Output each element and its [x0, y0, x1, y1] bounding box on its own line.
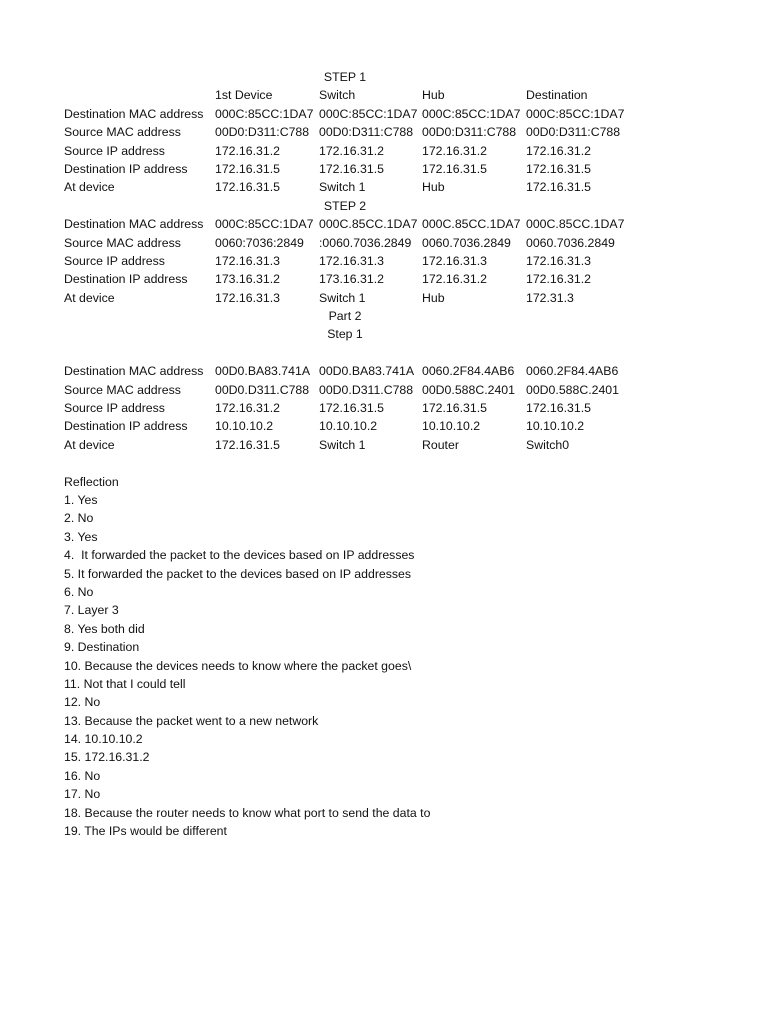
reflection-answer: 9. Destination: [64, 640, 140, 655]
table-row: [64, 178, 704, 196]
table-cell: 172.16.31.2: [526, 272, 591, 287]
table-cell: 00D0:D311:C788: [319, 125, 414, 140]
table-cell: 000C:85CC:1DA7: [215, 106, 314, 121]
table-cell: Switch0: [526, 437, 570, 452]
table-row: [64, 215, 704, 233]
row-label: Source IP address: [64, 401, 165, 416]
step1-table: [64, 105, 704, 197]
table-cell: 000C.85CC.1DA7: [422, 217, 521, 232]
table-row: [64, 105, 704, 123]
table-cell: 000C:85CC:1DA7: [319, 106, 418, 121]
reflection-section: [64, 473, 704, 841]
row-label: At device: [64, 437, 115, 452]
table-row: [64, 252, 704, 270]
row-label: Source MAC address: [64, 382, 181, 397]
header-hub: Hub: [422, 88, 445, 103]
step1-title-row: [64, 68, 704, 86]
table-cell: Switch 1: [319, 437, 366, 452]
table-cell: 10.10.10.2: [319, 419, 378, 434]
header-1st-device: 1st Device: [215, 88, 273, 103]
table-cell: 172.16.31.5: [319, 401, 384, 416]
table-cell: 00D0:D311:C788: [422, 125, 517, 140]
table-cell: 00D0.588C.2401: [422, 382, 515, 397]
table-cell: 000C:85CC:1DA7: [422, 106, 521, 121]
row-label: Source MAC address: [64, 125, 181, 140]
table-row: [64, 160, 704, 178]
reflection-answer: 6. No: [64, 584, 94, 599]
table-cell: 0060.2F84.4AB6: [526, 364, 619, 379]
reflection-answer: 4. It forwarded the packet to the devices based on IP addresses: [64, 548, 415, 563]
row-label: Source MAC address: [64, 235, 181, 250]
row-label: Destination IP address: [64, 161, 188, 176]
reflection-answer: 19. The IPs would be different: [64, 824, 227, 839]
row-label: Destination MAC address: [64, 217, 204, 232]
table-cell: 10.10.10.2: [215, 419, 274, 434]
reflection-title: Reflection: [64, 474, 119, 489]
reflection-answer: 11. Not that I could tell: [64, 676, 186, 691]
table-cell: 00D0:D311:C788: [215, 125, 310, 140]
reflection-answer: 8. Yes both did: [64, 621, 145, 636]
table-cell: Hub: [422, 290, 445, 305]
table-cell: 172.16.31.5: [422, 401, 487, 416]
table-cell: 172.16.31.5: [526, 401, 591, 416]
spacer: [64, 344, 704, 362]
table-cell: 0060.7036.2849: [526, 235, 615, 250]
table-cell: 172.16.31.5: [526, 180, 591, 195]
table-cell: 172.16.31.3: [319, 253, 384, 268]
table-cell: 172.16.31.3: [526, 253, 591, 268]
table-cell: 172.16.31.2: [215, 401, 280, 416]
row-label: At device: [64, 180, 115, 195]
table-cell: 0060.7036.2849: [422, 235, 511, 250]
table-cell: 172.16.31.2: [526, 143, 591, 158]
table-cell: 00D0.D311.C788: [319, 382, 414, 397]
part2-title-row: [64, 307, 704, 325]
reflection-answer: 15. 172.16.31.2: [64, 750, 150, 765]
row-label: Source IP address: [64, 253, 165, 268]
table-cell: 00D0.BA83.741A: [215, 364, 311, 379]
table-cell: 0060:7036:2849: [215, 235, 304, 250]
table-cell: 172.16.31.5: [526, 161, 591, 176]
spacer: [64, 454, 704, 472]
row-label: Destination IP address: [64, 419, 188, 434]
table-cell: Switch 1: [319, 180, 366, 195]
header-switch: Switch: [319, 88, 356, 103]
table-cell: 0060.2F84.4AB6: [422, 364, 515, 379]
part2-subtitle-row: [64, 325, 704, 343]
reflection-answer: 14. 10.10.10.2: [64, 732, 143, 747]
step1-header-row: [64, 86, 704, 104]
header-destination: Destination: [526, 88, 588, 103]
table-cell: 172.16.31.3: [215, 290, 280, 305]
step2-title: STEP 2: [323, 198, 367, 213]
table-row: [64, 399, 704, 417]
part2-subtitle: Step 1: [327, 327, 363, 342]
table-cell: 172.16.31.3: [422, 253, 487, 268]
step2-title-row: [64, 197, 704, 215]
table-cell: 000C:85CC:1DA7: [215, 217, 314, 232]
table-cell: 172.16.31.2: [422, 143, 487, 158]
table-row: [64, 270, 704, 288]
table-cell: 172.16.31.5: [215, 180, 280, 195]
reflection-answer: 2. No: [64, 511, 94, 526]
table-cell: 00D0:D311:C788: [526, 125, 621, 140]
reflection-answer: 1. Yes: [64, 492, 98, 507]
part2-title: Part 2: [328, 309, 362, 324]
step1-title: STEP 1: [323, 70, 367, 84]
table-row: [64, 142, 704, 160]
table-cell: 10.10.10.2: [526, 419, 585, 434]
table-row: [64, 362, 704, 380]
table-row: [64, 417, 704, 435]
table-cell: 172.16.31.2: [319, 143, 384, 158]
row-label: Destination MAC address: [64, 364, 204, 379]
reflection-answer: 7. Layer 3: [64, 603, 119, 618]
table-cell: 172.16.31.2: [422, 272, 487, 287]
table-cell: 173.16.31.2: [215, 272, 280, 287]
table-cell: Hub: [422, 180, 445, 195]
step2-table: [64, 215, 704, 307]
table-cell: 172.16.31.5: [215, 437, 280, 452]
table-cell: 000C.85CC.1DA7: [319, 217, 418, 232]
table-row: [64, 123, 704, 141]
reflection-answer: 16. No: [64, 768, 101, 783]
table-cell: 172.16.31.2: [215, 143, 280, 158]
table-cell: Switch 1: [319, 290, 366, 305]
reflection-answer: 17. No: [64, 787, 101, 802]
table-cell: 00D0.588C.2401: [526, 382, 619, 397]
reflection-answer: 3. Yes: [64, 529, 98, 544]
table-cell: 172.16.31.5: [319, 161, 384, 176]
table-cell: 173.16.31.2: [319, 272, 384, 287]
table-cell: 00D0.BA83.741A: [319, 364, 415, 379]
table-cell: 000C.85CC.1DA7: [526, 217, 625, 232]
table-row: [64, 381, 704, 399]
table-cell: 000C:85CC:1DA7: [526, 106, 625, 121]
row-label: At device: [64, 290, 115, 305]
row-label: Source IP address: [64, 143, 165, 158]
reflection-answer: 10. Because the devices needs to know where the packet goes\: [64, 658, 412, 673]
table-row: [64, 234, 704, 252]
part2-table: [64, 362, 704, 454]
table-cell: 172.31.3: [526, 290, 574, 305]
table-cell: 172.16.31.5: [215, 161, 280, 176]
table-row: [64, 289, 704, 307]
document-sheet: [64, 68, 704, 840]
row-label: Destination MAC address: [64, 106, 204, 121]
table-cell: 172.16.31.5: [422, 161, 487, 176]
row-label: Destination IP address: [64, 272, 188, 287]
table-cell: 10.10.10.2: [422, 419, 481, 434]
table-cell: :0060.7036.2849: [319, 235, 412, 250]
table-cell: Router: [422, 437, 459, 452]
reflection-answer: 13. Because the packet went to a new network: [64, 713, 319, 728]
table-cell: 172.16.31.3: [215, 253, 280, 268]
reflection-answer: 18. Because the router needs to know what port to send the data to: [64, 805, 431, 820]
table-row: [64, 436, 704, 454]
table-cell: 00D0.D311.C788: [215, 382, 310, 397]
reflection-answer: 12. No: [64, 695, 101, 710]
reflection-answer: 5. It forwarded the packet to the devices based on IP addresses: [64, 566, 412, 581]
